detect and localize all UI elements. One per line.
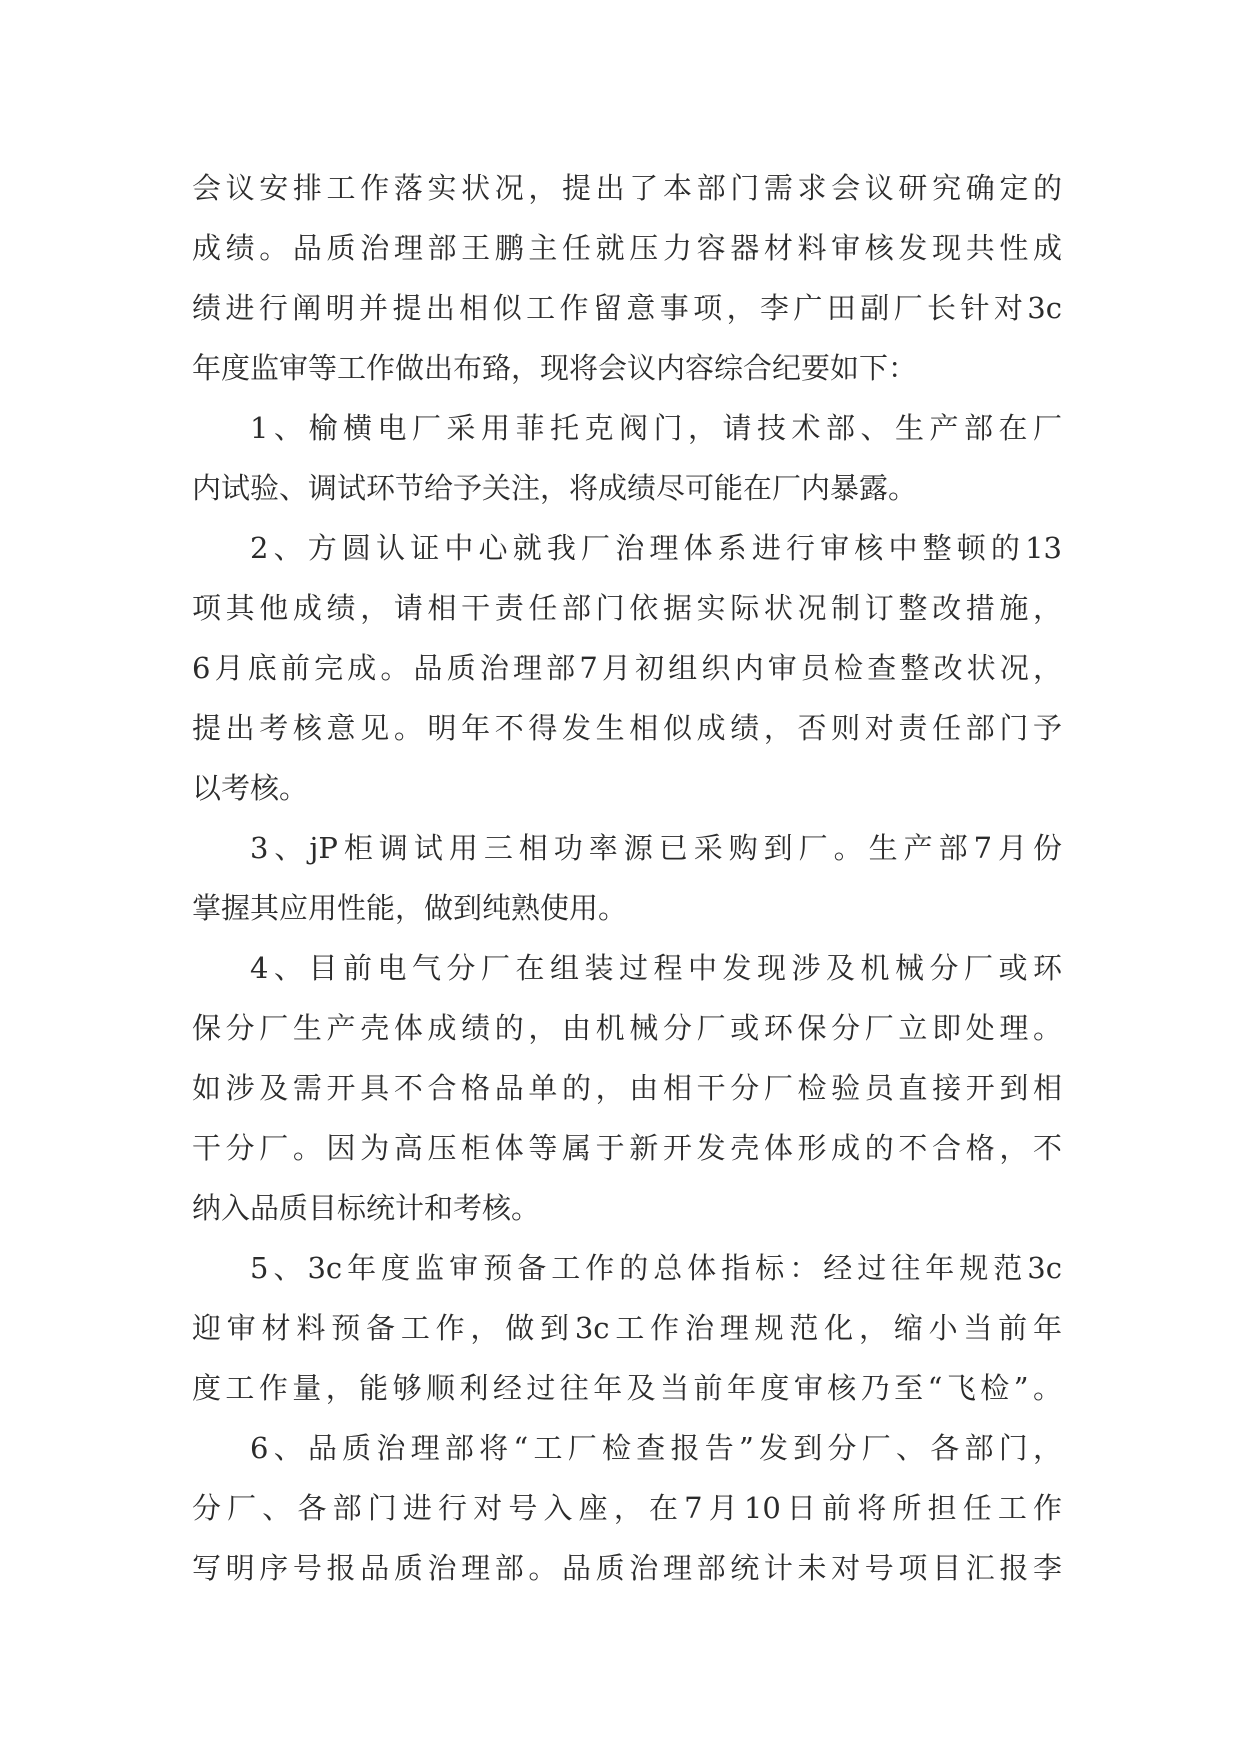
text-line: 提出考核意见。明年不得发生相似成绩，否则对责任部门予 xyxy=(192,711,1062,745)
text-line: 6月底前完成。品质治理部7月初组织内审员检查整改状况， xyxy=(192,651,1062,685)
text-line: 4、目前电气分厂在组装过程中发现涉及机械分厂或环 xyxy=(250,951,1062,985)
text-line: 3、jP柜调试用三相功率源已采购到厂。生产部7月份 xyxy=(250,831,1062,865)
text-line: 年度监审等工作做出布臵，现将会议内容综合纪要如下： xyxy=(192,351,918,385)
text-line: 内试验、调试环节给予关注，将成绩尽可能在厂内暴露。 xyxy=(192,471,918,505)
text-line: 掌握其应用性能，做到纯熟使用。 xyxy=(192,891,628,925)
text-line: 1、榆横电厂采用菲托克阀门，请技术部、生产部在厂 xyxy=(250,411,1062,445)
text-line: 以考核。 xyxy=(192,771,309,805)
text-line: 度工作量，能够顺利经过往年及当前年度审核乃至“飞检”。 xyxy=(192,1371,1062,1405)
text-line: 会议安排工作落实状况，提出了本部门需求会议研究确定的 xyxy=(192,171,1062,205)
text-line: 保分厂生产壳体成绩的，由机械分厂或环保分厂立即处理。 xyxy=(192,1011,1062,1045)
text-line: 项其他成绩，请相干责任部门依据实际状况制订整改措施， xyxy=(192,591,1062,625)
text-line: 如涉及需开具不合格品单的，由相干分厂检验员直接开到相 xyxy=(192,1071,1062,1105)
text-line: 写明序号报品质治理部。品质治理部统计未对号项目汇报李 xyxy=(192,1551,1062,1585)
text-line: 6、品质治理部将“工厂检查报告”发到分厂、各部门， xyxy=(250,1431,1062,1465)
text-line: 5、3c年度监审预备工作的总体指标：经过往年规范3c xyxy=(250,1251,1062,1285)
body-text xyxy=(192,162,1062,1602)
text-line: 绩进行阐明并提出相似工作留意事项，李广田副厂长针对3c xyxy=(192,291,1062,325)
text-line: 成绩。品质治理部王鹏主任就压力容器材料审核发现共性成 xyxy=(192,231,1062,265)
text-line: 分厂、各部门进行对号入座，在7月10日前将所担任工作 xyxy=(192,1491,1062,1525)
text-line: 干分厂。因为高压柜体等属于新开发壳体形成的不合格，不 xyxy=(192,1131,1062,1165)
text-line: 2、方圆认证中心就我厂治理体系进行审核中整顿的13 xyxy=(250,531,1062,565)
text-line: 迎审材料预备工作，做到3c工作治理规范化，缩小当前年 xyxy=(192,1311,1062,1345)
text-line: 纳入品质目标统计和考核。 xyxy=(192,1191,541,1225)
